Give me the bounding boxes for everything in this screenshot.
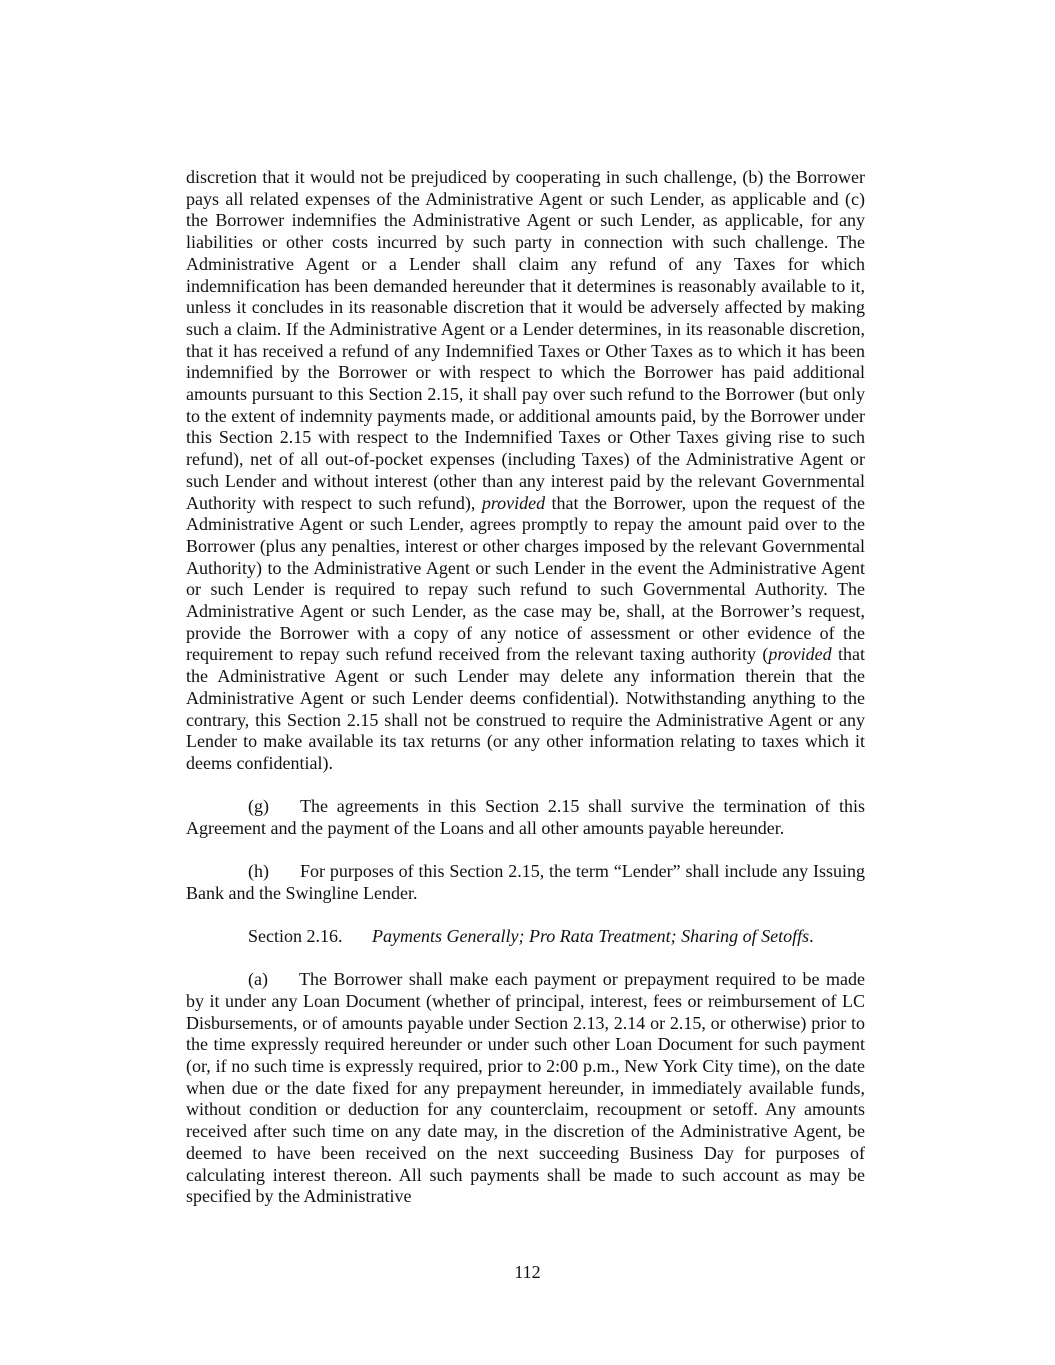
section-heading [186, 926, 865, 948]
paragraph-h [186, 861, 865, 904]
paragraph-text: discretion that it would not be prejudiced by cooperating in such challenge, (b) the Borrower pays all related expenses of the Administrative Agent or such Lender, as applicable and (c) the Borrower indemnifies the Administrative Agent or such Lender, as applicable, for any liabilities or other costs incurred by such party in connection with such challenge. The Administrative Agent or a Lender shall claim any refund of any Taxes for which indemnification has been demanded hereunder that it determines is reasonably available to it, unless it concludes in its reasonable discretion that it would be adversely affected by making such a claim. If the Administrative Agent or a Lender determines, in its reasonable discretion, that it has received a refund of any Indemnified Taxes or Other Taxes as to which it has been indemnified by the Borrower or with respect to which the Borrower has paid additional amounts pursuant to this Section 2.15, it shall pay over such refund to the Borrower (but only to the extent of indemnity payments made, or additional amounts paid, by the Borrower under this Section 2.15 with respect to the Indemnified Taxes or Other Taxes giving rise to such refund), net of all out-of-pocket expenses (including Taxes) of the Administrative Agent or such Lender and without interest (other than any interest paid by the relevant Governmental Authority with respect to such refund), [186, 167, 865, 513]
paragraph-a [186, 969, 865, 1208]
paragraph-label: (g) [248, 796, 269, 817]
paragraph-text: that the Borrower, upon the request of the Administrative Agent or such Lender, agrees promptly to repay the amount paid over to the Borrower (plus any penalties, interest or other charges imposed by the relevant Governmental Authority) to the Administrative Agent or such Lender in the event the Administrative Agent or such Lender is required to repay such refund to such Governmental Authority. The Administrative Agent or such Lender, as the case may be, shall, at the Borrower’s request, provide the Borrower with a copy of any notice of assessment or other evidence of the requirement to repay such refund received from the relevant taxing authority ( [186, 492, 865, 665]
italic-provided: provided [481, 492, 546, 513]
page-number: 112 [514, 1262, 541, 1282]
paragraph-text: The Borrower shall make each payment or prepayment required to be made by it under any Loan Document (whether of principal, interest, fees or reimbursement of LC Disbursements, or of amounts payable under Section 2.13, 2.14 or 2.15, or otherwise) prior to the time expressly required hereunder or under such other Loan Document for such payment (or, if no such time is expressly required, prior to 2:00 p.m., New York City time), on the date when due or the date fixed for any prepayment hereunder, in immediately available funds, without condition or deduction for any counterclaim, recoupment or setoff. Any amounts received after such time on any date may, in the discretion of the Administrative Agent, be deemed to have been received on the next succeeding Business Day for purposes of calculating interest thereon. All such payments shall be made to such account as may be specified by the Administrative [186, 969, 865, 1207]
section-number: Section 2.16. [248, 926, 343, 946]
paragraph-g [186, 796, 865, 839]
section-title-period: . [809, 926, 814, 946]
paragraph-text: that the Administrative Agent or such Lender may delete any information therein that the Administrative Agent or such Lender deems confidential). Notwithstanding anything to the contrary, this Section 2.15 shall not be construed to require the Administrative Agent or any Lender to make available its tax returns (or any other information relating to taxes which it deems confidential). [186, 644, 865, 773]
paragraph-text: The agreements in this Section 2.15 shall survive the termination of this Agreement and the payment of the Loans and all other amounts payable hereunder. [186, 796, 865, 838]
section-title: Payments Generally; Pro Rata Treatment; Sharing of Setoffs [372, 926, 810, 946]
paragraph-text: For purposes of this Section 2.15, the term “Lender” shall include any Issuing Bank and the Swingline Lender. [186, 861, 865, 903]
continuation-paragraph [186, 167, 865, 775]
italic-provided: provided [768, 644, 832, 665]
paragraph-label: (h) [248, 861, 269, 882]
page-body [186, 167, 865, 1208]
paragraph-label: (a) [248, 969, 268, 990]
